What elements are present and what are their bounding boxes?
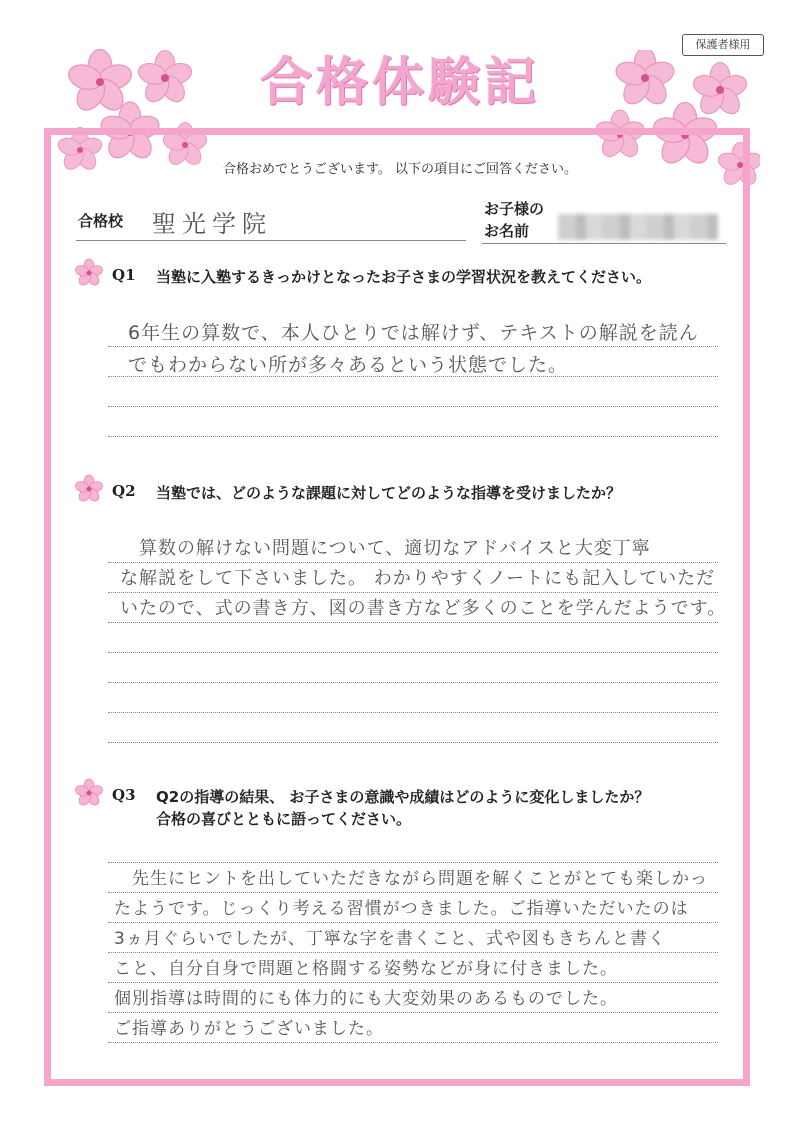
q3-answer-line: こと、自分自身で問題と格闘する姿勢などが身に付きました。 — [114, 959, 618, 979]
q2-answer-line: な解説をして下さいました。 わかりやすくノートにも記入していただ — [120, 568, 716, 589]
school-value: 聖光学院 — [152, 210, 272, 238]
q3-line — [108, 982, 718, 983]
guardian-badge: 保護者様用 — [682, 34, 764, 56]
q3-line — [108, 922, 718, 923]
q2-answer-line: いたので、式の書き方、図の書き方など多くのことを学んだようです。 — [120, 598, 727, 619]
q1-line — [108, 436, 718, 437]
q3-line — [108, 892, 718, 893]
q1-line — [108, 406, 718, 407]
q3-answer-line: ご指導ありがとうございました。 — [114, 1019, 384, 1039]
q2-answer-line: 算数の解けない問題について、適切なアドバイスと大変丁寧 — [120, 538, 651, 559]
q2-line — [108, 682, 718, 683]
redacted-name — [558, 214, 718, 240]
q2-line — [108, 592, 718, 593]
q3-answer-line: 先生にヒントを出していただきながら問題を解くことがとても楽しかっ — [114, 869, 708, 889]
q3-answer-line: 個別指導は時間的にも体力的にも大変効果のあるものでした。 — [114, 989, 618, 1009]
q2-line — [108, 562, 718, 563]
q3-number: Q3 — [112, 786, 136, 804]
q1-number: Q1 — [112, 266, 136, 284]
q2-line — [108, 742, 718, 743]
q1-answer-line: でもわからない所が多々あるという状態でした。 — [128, 354, 569, 376]
q2-question: 当塾では、どのような課題に対してどのような指導を受けましたか？ — [156, 484, 622, 502]
q3-line — [108, 1042, 718, 1043]
greeting-text: 合格おめでとうございます。 以下の項目にご回答ください。 — [222, 162, 578, 177]
page-title: 合格体験記 — [259, 52, 540, 113]
school-label: 合格校 — [78, 212, 124, 230]
q3-answer-line: 3ヵ月ぐらいでしたが、丁寧な字を書くこと、式や図もきちんと書く — [114, 929, 666, 949]
q1-line — [108, 346, 718, 347]
q2-line — [108, 652, 718, 653]
q2-line — [108, 622, 718, 623]
flower-bullet-icon — [74, 258, 104, 288]
q1-answer-line: 6年生の算数で、本人ひとりでは解けず、テキストの解説を読ん — [128, 322, 699, 344]
q3-line — [108, 862, 718, 863]
flower-bullet-icon — [74, 474, 104, 504]
q3-question-line1: Q2の指導の結果、 お子さまの意識や成績はどのように変化しましたか？ — [156, 788, 650, 806]
q2-line — [108, 712, 718, 713]
q3-answer-line: たようです。じっくり考える習慣がつきました。ご指導いただいたのは — [114, 899, 689, 919]
child-name-label — [484, 198, 544, 242]
child-name-underline — [482, 243, 726, 244]
child-name-label-line2: お名前 — [484, 222, 530, 240]
child-name-label-line1: お子様の — [484, 200, 545, 218]
q3-line — [108, 1012, 718, 1013]
flower-bullet-icon — [74, 778, 104, 808]
q2-number: Q2 — [112, 482, 136, 500]
school-underline — [76, 240, 466, 241]
q1-question: 当塾に入塾するきっかけとなったお子さまの学習状況を教えてください。 — [156, 268, 652, 286]
q3-question-line2: 合格の喜びとともに語ってください。 — [156, 810, 412, 828]
q3-line — [108, 952, 718, 953]
